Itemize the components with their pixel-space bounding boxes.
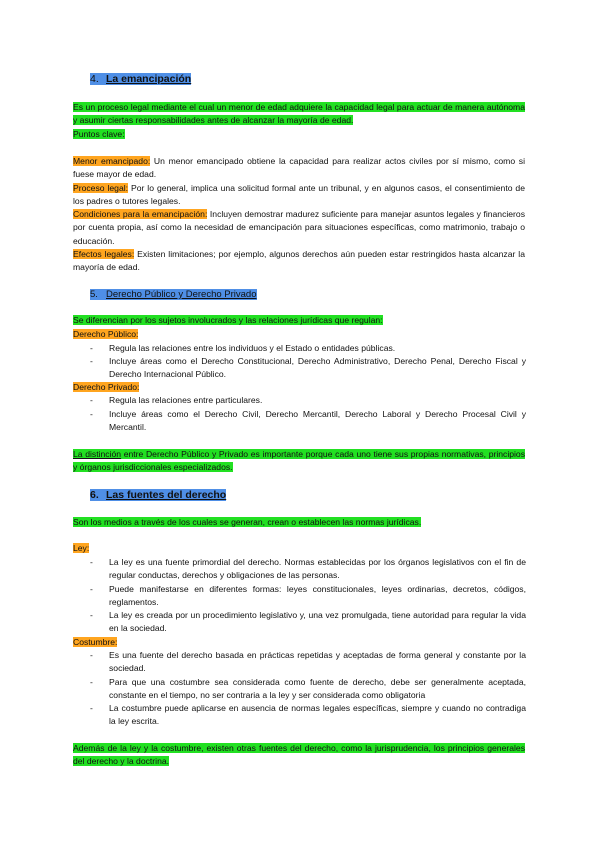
s6-final: Además de la ley y la costumbre, existen otras fuentes del derecho, como la jurisprudencia, los principios generales del derecho y la doctrina.: [73, 743, 525, 767]
s5-privado-label: Derecho Privado:: [73, 382, 140, 392]
section-5-heading: 5. Derecho Público y Derecho Privado: [90, 289, 257, 300]
list-item: - Puede manifestarse en diferentes formas: leyes constitucionales, leyes ordinarias, decretos, códigos, reglamentos.: [90, 584, 526, 608]
list-item: - Incluye áreas como el Derecho Constitucional, Derecho Administrativo, Derecho Penal, Derecho Fiscal y Derecho Internacional Público.: [90, 356, 526, 380]
section-4-title: La emancipación: [106, 73, 192, 85]
s4-intro: Es un proceso legal mediante el cual un menor de edad adquiere la capacidad legal para actuar de manera autónoma y asumir ciertas responsabilidades antes de alcanzar la mayoría de edad.: [73, 102, 525, 126]
list-item: - La ley es una fuente primordial del derecho. Normas establecidas por los órganos legislativos con el fin de regular conductas, derechos y obligaciones de las personas.: [90, 557, 526, 581]
section-6-heading: 6. Las fuentes del derecho: [90, 489, 227, 501]
list-item: - La costumbre puede aplicarse en ausencia de normas legales específicas, siempre y cuando no contradiga la ley escrita.: [90, 703, 526, 727]
s6-ley-label: Ley:: [73, 543, 90, 553]
s5-intro: Se diferencian por los sujetos involucrados y las relaciones jurídicas que regulan:: [73, 315, 383, 325]
section-6-title: Las fuentes del derecho: [106, 489, 227, 501]
s4-puntos-clave: Puntos clave:: [73, 129, 125, 139]
s4-item-menor: Menor emancipado: Un menor emancipado obtiene la capacidad para realizar actos civiles por sí mismo, como si fuese mayor de edad.: [73, 156, 525, 180]
list-item: - La ley es creada por un procedimiento legislativo y, una vez promulgada, tiene autoridad para regular la vida en la sociedad.: [90, 610, 526, 634]
list-item: - Incluye áreas como el Derecho Civil, Derecho Mercantil, Derecho Laboral y Derecho Procesal Civil y Mercantil.: [90, 409, 526, 433]
list-item: - Regula las relaciones entre los individuos y el Estado o entidades públicas.: [90, 343, 396, 353]
list-item: - Regula las relaciones entre particulares.: [90, 395, 263, 405]
s4-item-condiciones: Condiciones para la emancipación: Incluyen demostrar madurez suficiente para manejar asuntos legales y financieros por cuenta propia, así como la necesidad de emancipación para situaciones específicas, como matrimonio, trabajo o educación.: [73, 209, 525, 246]
list-item: - Es una fuente del derecho basada en prácticas repetidas y aceptadas de forma general y constante por la sociedad.: [90, 650, 526, 674]
s6-costumbre-label: Costumbre:: [73, 637, 118, 647]
section-4-heading: 4. La emancipación: [90, 73, 192, 85]
list-item: - Para que una costumbre sea considerada como fuente de derecho, debe ser generalmente aceptada, constante en el tiempo, no ser contraria a la ley y ser considerada como obligatoria: [90, 677, 526, 701]
s6-intro: Son los medios a través de los cuales se generan, crean o establecen las normas jurídicas.: [73, 517, 422, 527]
s4-item-proceso: Proceso legal: Por lo general, implica una solicitud formal ante un tribunal, y en algunos casos, el consentimiento de los padres o tutores legales.: [73, 183, 525, 207]
section-5-title: Derecho Público y Derecho Privado: [106, 289, 257, 300]
s5-publico-label: Derecho Público:: [73, 329, 139, 339]
s4-item-efectos: Efectos legales: Existen limitaciones; por ejemplo, algunos derechos aún pueden estar restringidos hasta alcanzar la mayoría de edad.: [73, 249, 525, 273]
s5-distincion: La distinción entre Derecho Público y Privado es importante porque cada uno tiene sus propias normativas, principios y órganos jurisdiccionales especializados.: [73, 449, 526, 473]
